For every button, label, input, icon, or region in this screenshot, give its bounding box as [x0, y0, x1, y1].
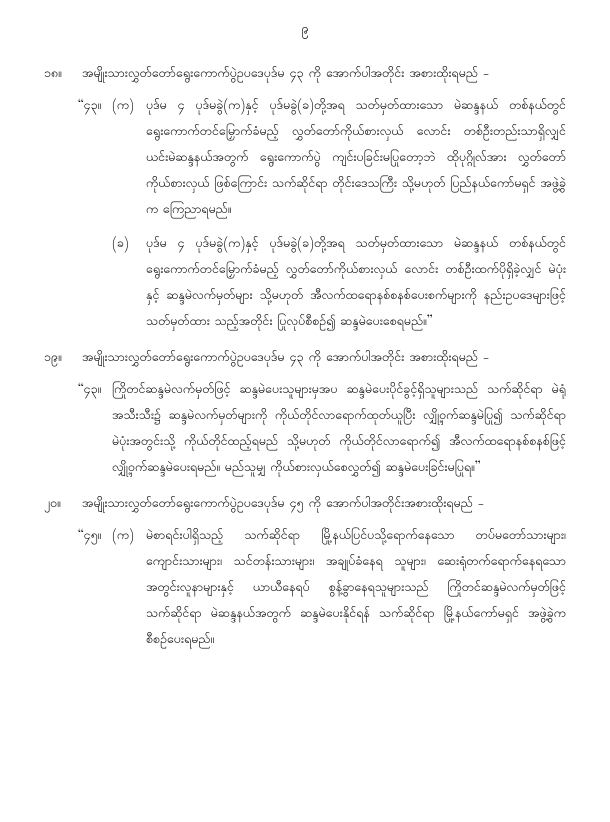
sub-item-text: မဲစာရင်းပါရှိသည့် သက်ဆိုင်ရာ မြို့နယ်ပြင်ပသို့ရောက်နေသော တပ်မတော်သားများ၊ ကျောင်းသားများ၊ သင်တန်းသားများ၊ အချုပ်ခံနေရ သူများ၊ ဆေးရုံတက်ရောက်နေရသောအတွင်းလူနာများနှင့် ယာယီနေရပ် စွန့်ခွာနေရသူများသည် ကြိုတင်ဆန္ဒမဲလက်မှတ်ဖြင့် သက်ဆိုင်ရာ မဲဆန္ဒနယ်အတွက် ဆန္ဒမဲပေးနိုင်ရန် သက်ဆိုင်ရာ မြို့နယ်ကော်မရှင် အဖွဲ့ခွဲက စီစဉ်ပေးရမည်။ — [146, 528, 566, 650]
sub-item — [78, 524, 566, 654]
clause-20 — [44, 492, 566, 518]
quote-paragraph-text: ကြိုတင်ဆန္ဒမဲလက်မှတ်ဖြင့် ဆန္ဒမဲပေးသူများမှအပ ဆန္ဒမဲပေးပိုင်ခွင့်ရှိသူများသည် သက်ဆိုင်ရာ မဲရုံအသီးသီး၌ ဆန္ဒမဲလက်မှတ်များကို ကိုယ်တိုင်လာရောက်ထုတ်ယူပြီး လျှို့ဝှက်ဆန္ဒမဲပြု၍ သက်ဆိုင်ရာ မဲပုံးအတွင်းသို့ ကိုယ်တိုင်ထည့်ရမည် သို့မဟုတ် ကိုယ်တိုင်လာရောက်၍ အီလက်ထရောနစ်စနစ်ဖြင့် လျှို့ဝှက်ဆန္ဒမဲပေးရမည်။ မည်သူမျှ ကိုယ်စားလှယ်စေလွှတ်၍ ဆန္ဒမဲပေးခြင်းမပြုရ။” — [112, 382, 566, 478]
sub-item-label: (ခ) — [112, 236, 129, 254]
clause-number: ၁၉။ — [44, 350, 62, 368]
sub-item-label: (က) — [112, 98, 134, 116]
clause-intro-text: အမျိုးသားလွှတ်တော်ရွေးကောက်ပွဲဥပဒေပုဒ်မ ၄၃ ကို အောက်ပါအတိုင်း အစားထိုးရမည် - — [82, 66, 490, 84]
quote-lead: “၄၃။ — [78, 98, 102, 116]
clause-intro-text: အမျိုးသားလွှတ်တော်ရွေးကောက်ပွဲဥပဒေပုဒ်မ ၄၅ ကို အောက်ပါအတိုင်းအစားထိုးရမည် - — [82, 496, 484, 514]
clause-18 — [44, 62, 566, 88]
clause-number: ၁၈။ — [44, 66, 62, 84]
sub-item — [78, 94, 566, 224]
clause-19-quote-block — [44, 378, 566, 482]
clause-19 — [44, 346, 566, 372]
clause-20-quote-block — [44, 524, 566, 654]
quote-lead: “၄၃။ — [78, 382, 102, 400]
sub-item-text: ပုဒ်မ ၄ ပုဒ်မခွဲ(က)နှင့် ပုဒ်မခွဲ(ခ)တို့အရ သတ်မှတ်ထားသော မဲဆန္ဒနယ် တစ်နယ်တွင် ရွေးကောက်တင်မြှောက်ခံမည့် လွှတ်တော်ကိုယ်စားလှယ် လောင်း တစ်ဦးထက်ပိုရှိခဲ့လျှင် မဲပုံးနှင့် ဆန္ဒမဲလက်မှတ်များ သို့မဟုတ် အီလက်ထရောနစ်စနစ်ပေးစက်များကို နည်းဥပဒေများဖြင့် သတ်မှတ်ထား သည့်အတိုင်း ပြုလုပ်စီစဉ်၍ ဆန္ဒမဲပေးစေရမည်။” — [146, 236, 566, 332]
quote-paragraph — [78, 378, 566, 482]
sub-item-label: (က) — [112, 528, 134, 546]
sub-item-text: ပုဒ်မ ၄ ပုဒ်မခွဲ(က)နှင့် ပုဒ်မခွဲ(ခ)တို့အရ သတ်မှတ်ထားသော မဲဆန္ဒနယ် တစ်နယ်တွင် ရွေးကောက်တင်မြှောက်ခံမည့် လွှတ်တော်ကိုယ်စားလှယ် လောင်း တစ်ဦးတည်းသာရှိလျှင် ယင်းမဲဆန္ဒနယ်အတွက် ရွေးကောက်ပွဲ ကျင်းပခြင်းမပြုတော့ဘဲ ထိုပုဂ္ဂိုလ်အား လွှတ်တော်ကိုယ်စားလှယ် ဖြစ်ကြောင်း သက်ဆိုင်ရာ တိုင်းဒေသကြီး သို့မဟုတ် ပြည်နယ်ကော်မရှင် အဖွဲ့ခွဲက ကြေညာရမည်။ — [146, 98, 566, 220]
clause-18-quote-block — [44, 94, 566, 336]
clause-number: ၂၀။ — [44, 496, 61, 514]
clause-intro-text: အမျိုးသားလွှတ်တော်ရွေးကောက်ပွဲဥပဒေပုဒ်မ ၄၃ ကို အောက်ပါအတိုင်း အစားထိုးရမည် - — [82, 350, 490, 368]
page-number: ၉ — [301, 21, 309, 40]
quote-lead: “၄၅။ — [78, 528, 102, 546]
sub-item — [78, 232, 566, 336]
